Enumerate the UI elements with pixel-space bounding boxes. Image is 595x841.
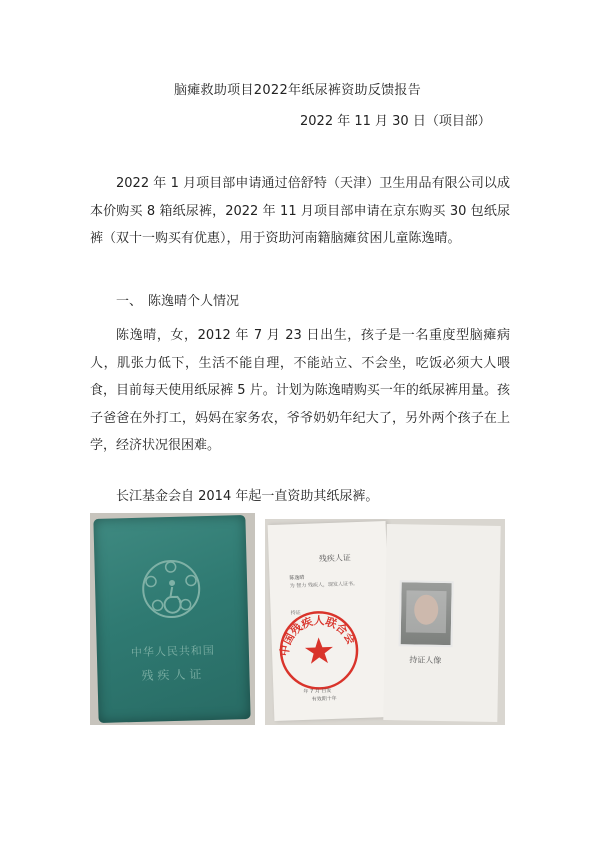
- official-seal-icon: [272, 604, 365, 697]
- holder-name: 陈逸晴: [289, 574, 305, 582]
- issue-date: 年 7 月 日发: [303, 687, 332, 695]
- cover-title-text: 残疾人证: [141, 667, 206, 683]
- section-title: 陈逸晴个人情况: [148, 294, 240, 309]
- certificate-heading: 残疾人证: [318, 553, 351, 564]
- certificate-cover: [93, 515, 250, 723]
- validity-text: 有效期十年: [311, 695, 337, 703]
- paragraph-foundation-support: 长江基金会自 2014 年起一直资助其纸尿裤。: [116, 489, 379, 504]
- photo-certificate-inside: [265, 519, 505, 725]
- cover-country-text: 中华人民共和国: [130, 643, 216, 660]
- certificate-left-page: [268, 521, 393, 721]
- section-number: 一、: [116, 294, 143, 309]
- report-date: 2022 年 11 月 30 日（项目部）: [300, 114, 491, 129]
- paragraph-child-situation: 陈逸晴，女，2012 年 7 月 23 日出生，孩子是一名重度型脑瘫病人，肌张力低下，生活不能自理，不能站立、不会坐，吃饭必须大人喂食，目前每天使用纸尿裤 5 片。计划为陈逸晴购买一年的纸尿裤用量。孩子爸爸在外打工，妈妈在家务农，爷爷奶奶年纪大了，另外两个孩子在上学，经济状况很困难。: [90, 328, 510, 453]
- certificate-right-page: [383, 524, 500, 722]
- seal-text: 中国残疾人联合会: [277, 614, 358, 657]
- paragraph-background: 2022 年 1 月项目部申请通过倍舒特（天津）卫生用品有限公司以成本价购买 8 箱纸尿裤，2022 年 11 月项目部申请在京东购买 30 包纸尿裤（双十一购买有优惠），用于资助河南籍脑瘫贫困儿童陈逸晴。: [90, 176, 510, 246]
- photo-certificate-cover: [90, 513, 255, 725]
- disability-emblem-icon: [138, 556, 204, 622]
- section-heading: [116, 290, 239, 309]
- portrait-blur: [406, 590, 447, 633]
- holder-portrait: [399, 580, 454, 647]
- document-title: 脑瘫救助项目2022年纸尿裤资助反馈报告: [173, 83, 422, 98]
- holder-label: 持证: [290, 610, 301, 617]
- certificate-text-line: 为 智力 残疾人，现发人证书。: [289, 581, 359, 590]
- portrait-caption: 持证人像: [409, 655, 442, 665]
